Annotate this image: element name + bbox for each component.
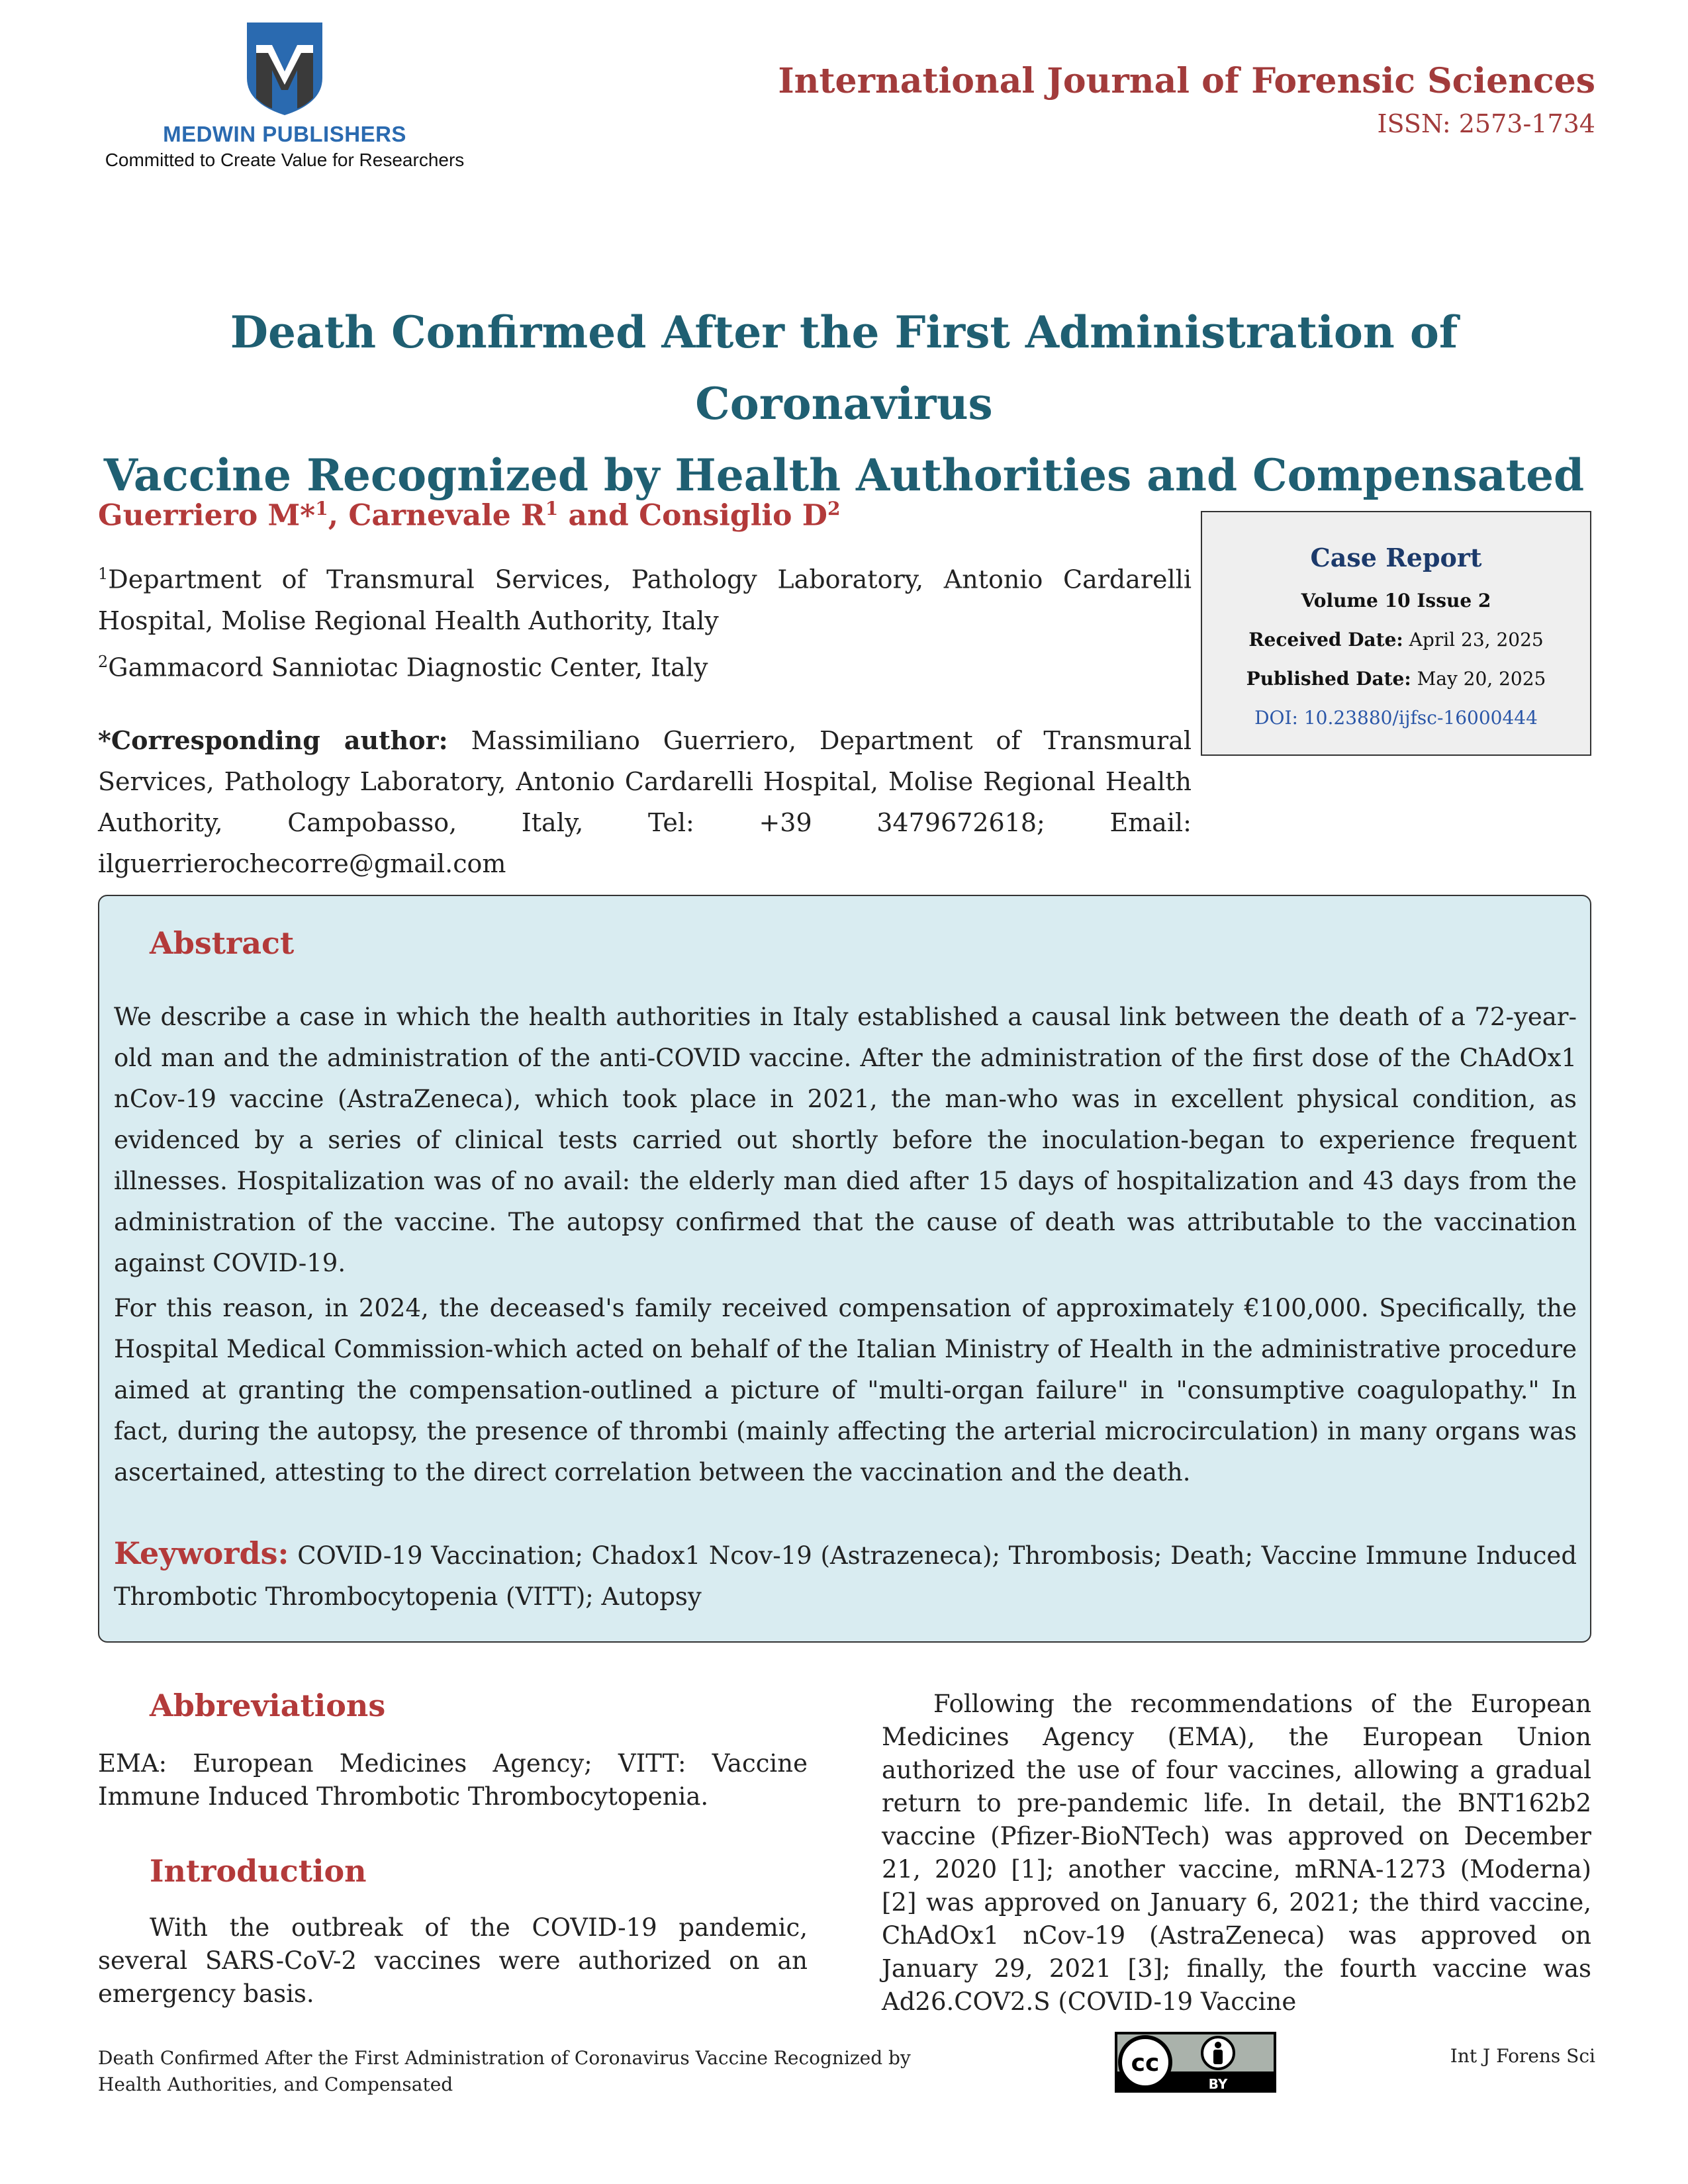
affiliation-2-text: Gammacord Sanniotac Diagnostic Center, Italy xyxy=(108,653,708,682)
author-1: Guerriero M* xyxy=(98,498,316,533)
keywords xyxy=(114,1533,1577,1617)
cc-by-label: BY xyxy=(1208,2076,1228,2092)
corresponding-author-label: *Corresponding author: xyxy=(98,725,448,755)
article-title-line-1: Death Confirmed After the First Administration of Coronavirus xyxy=(230,306,1458,430)
affiliation-1-mark: 1 xyxy=(98,565,109,583)
published-date xyxy=(1202,668,1590,690)
right-column-paragraph: Following the recommendations of the European Medicines Agency (EMA), the European Union authorized the use of four vaccines, allowing a gradual return to pre-pandemic life. In detail, the BNT162b2 vaccine (Pfizer-BioNTech) was approved on December 21, 2020 [1]; another vaccine, mRNA-1273 (Moderna) [2] was approved on January 6, 2021; the third vaccine, ChAdOx1 nCov-19 (AstraZeneca) was approved on January 29, 2021 [3]; finally, the fourth vaccine was Ad26.COV2.S (COVID-19 Vaccine xyxy=(882,1690,1591,2016)
article-info-box xyxy=(1201,511,1591,756)
published-date-label: Published Date: xyxy=(1246,668,1411,690)
received-date xyxy=(1202,629,1590,651)
journal-issn: ISSN: 2573-1734 xyxy=(1377,109,1595,138)
footer-running-title: Death Confirmed After the First Administration of Coronavirus Vaccine Recognized by Health Authorities, and Compensated xyxy=(98,2047,911,2095)
publisher-tagline: Committed to Create Value for Researchers xyxy=(105,150,465,170)
medwin-logo-icon xyxy=(242,19,328,118)
abstract-paragraph-2: For this reason, in 2024, the deceased's family received compensation of approximately €100,000. Specifically, the Hospital Medical Commission-which acted on behalf of the Italian Ministry of Health in the administrative procedure aimed at granting the compensation-outlined a picture of "multi-organ failure" in "consumptive coagulopathy." In fact, during the autopsy, the presence of thrombi (mainly affecting the arterial microcirculation) in many organs was ascertained, attesting to the direct correlation between the vaccination and the death. xyxy=(114,1294,1577,1486)
received-date-label: Received Date: xyxy=(1248,629,1403,651)
affiliations xyxy=(98,553,1192,688)
journal-header xyxy=(778,61,1595,138)
abbreviations-text: EMA: European Medicines Agency; VITT: Vaccine Immune Induced Thrombotic Thrombocytopenia. xyxy=(98,1749,808,1811)
author-2-affil-mark: 1 xyxy=(545,498,559,520)
abstract-paragraph-1: We describe a case in which the health authorities in Italy established a causal link between the death of a 72-year-old man and the administration of the anti-COVID vaccine. After the administration of the first dose of the ChAdOx1 nCov-19 vaccine (AstraZeneca), which took place in 2021, the man-who was in excellent physical condition, as evidenced by a series of clinical tests carried out shortly before the inoculation-began to experience frequent illnesses. Hospitalization was of no avail: the elderly man died after 15 days of hospitalization and 43 days from the administration of the vaccine. The autopsy confirmed that the cause of death was attributable to the vaccination against COVID-19. xyxy=(114,1003,1577,1277)
article-title xyxy=(93,296,1595,511)
keywords-label: Keywords: xyxy=(114,1535,289,1571)
doi-link[interactable]: DOI: 10.23880/ijfsc-16000444 xyxy=(1254,707,1538,729)
author-1-affil-mark: 1 xyxy=(315,498,328,520)
journal-name: International Journal of Forensic Sciences xyxy=(778,61,1595,101)
volume-issue: Volume 10 Issue 2 xyxy=(1301,590,1491,612)
corresponding-author xyxy=(98,720,1192,884)
author-2: , Carnevale R xyxy=(328,498,545,533)
keywords-list: COVID-19 Vaccination; Chadox1 Ncov-19 (Astrazeneca); Thrombosis; Death; Vaccine Immune Induced Thrombotic Thrombocytopenia (VITT); Autopsy xyxy=(114,1541,1577,1611)
cc-by-license-icon[interactable] xyxy=(1115,2032,1276,2093)
author-3-affil-mark: 2 xyxy=(827,498,841,520)
introduction-heading: Introduction xyxy=(150,1853,367,1889)
affiliation-1-text: Department of Transmural Services, Pathology Laboratory, Antonio Cardarelli Hospital, Molise Regional Health Authority, Italy xyxy=(98,565,1192,635)
publisher-name: MEDWIN PUBLISHERS xyxy=(163,122,406,146)
received-date-value: April 23, 2025 xyxy=(1403,629,1544,651)
abstract-box xyxy=(98,895,1591,1643)
author-3: and Consiglio D xyxy=(558,498,827,533)
affiliation-1 xyxy=(98,553,1192,641)
publisher-logo-block xyxy=(86,19,483,171)
footer-journal-abbrev: Int J Forens Sci xyxy=(1450,2045,1595,2067)
article-title-line-2: Vaccine Recognized by Health Authorities and Compensated xyxy=(103,449,1585,501)
abbreviations-heading: Abbreviations xyxy=(150,1688,386,1723)
article-type: Case Report xyxy=(1310,543,1482,572)
affiliation-2 xyxy=(98,641,1192,688)
svg-text:cc: cc xyxy=(1131,2050,1160,2077)
published-date-value: May 20, 2025 xyxy=(1411,668,1546,690)
affiliation-2-mark: 2 xyxy=(98,652,109,671)
author-list xyxy=(98,498,840,533)
abstract-heading: Abstract xyxy=(150,925,295,961)
introduction-text: With the outbreak of the COVID-19 pandemic, several SARS-CoV-2 vaccines were authorized on an emergency basis. xyxy=(98,1913,808,2008)
corresponding-author-details: Massimiliano Guerriero, Department of Transmural Services, Pathology Laboratory, Antonio Cardarelli Hospital, Molise Regional Health Authority, Campobasso, Italy, Tel: +39 3479672618; Email: ilguerrierochecorre@gmail.com xyxy=(98,726,1192,878)
